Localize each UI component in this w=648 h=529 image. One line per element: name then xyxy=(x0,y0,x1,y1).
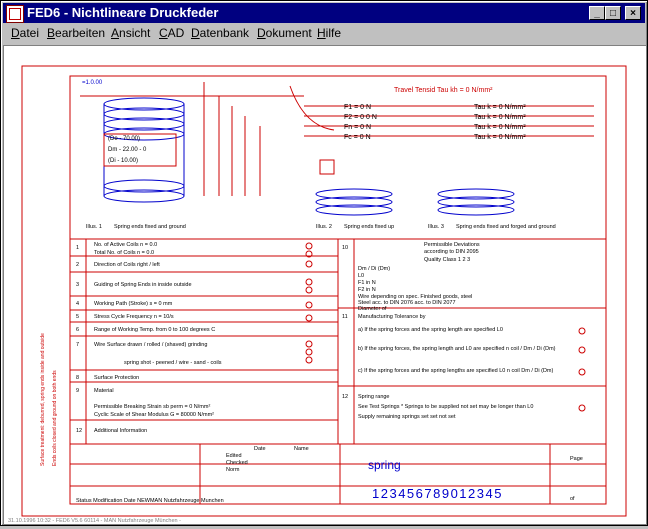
tb-of-label: of xyxy=(570,496,575,502)
sec-9-line-2: Permissible Breaking Strain sb perm = 0 N/mm² xyxy=(94,404,211,410)
illus-1-text: Spring ends fixed and ground xyxy=(114,224,186,230)
sec-9-num: 9 xyxy=(76,388,80,394)
force-c-label: Fc = 0 N xyxy=(344,134,371,141)
tb-name-label: Name xyxy=(294,446,309,452)
sec-7-line-2: spring shot - peened / wire - sand - coils xyxy=(124,360,222,366)
force-2-tau: Tau k = 0 N/mm² xyxy=(474,114,526,121)
menu-cad-label: AD xyxy=(167,26,185,40)
sec-6-num: 6 xyxy=(76,327,80,333)
force-1-tau: Tau k = 0 N/mm² xyxy=(474,104,526,111)
illus-3-label: Illus. 3 xyxy=(428,224,444,230)
menu-bearbeiten-label: earbeiten xyxy=(55,26,106,40)
sec-7-num: 7 xyxy=(76,342,80,348)
menu-datei-label: atei xyxy=(19,26,40,40)
spring-illus-3 xyxy=(438,189,514,215)
illus-1-label: Illus. 1 xyxy=(86,224,102,230)
close-button[interactable]: × xyxy=(625,6,641,20)
title-bar[interactable] xyxy=(3,3,645,23)
sec-2-line-1: Direction of Coils right / left xyxy=(94,262,160,268)
sec-10-line-2: according to DIN 2095 xyxy=(424,249,479,255)
tb-row-edited: Edited xyxy=(226,453,242,459)
menu-cad[interactable] xyxy=(159,26,184,40)
sec-11-line-1: Manufacturing Tolerance by xyxy=(358,314,426,320)
sec-8-num: 8 xyxy=(76,375,80,381)
menu-datenbank-label: atenbank xyxy=(199,26,250,40)
sec-9-line-3: Cyclic Scale of Shear Modulus G = 80000 N/mm² xyxy=(94,412,214,418)
drawing-canvas[interactable] xyxy=(3,45,646,524)
sec-12r-line-1: Spring range xyxy=(358,394,390,400)
dm-label: Dm - 22.00 - 0 xyxy=(108,147,147,153)
force-c-tau: Tau k = 0 N/mm² xyxy=(474,134,526,141)
force-2-label: F2 = 0 0 N xyxy=(344,114,377,121)
tb-page-label: Page xyxy=(570,456,583,462)
tb-row-norm: Norm xyxy=(226,467,240,473)
illus-2-label: Illus. 2 xyxy=(316,224,332,230)
sec-12r-num: 12 xyxy=(342,394,349,400)
sec-10-line-8: Wire depending on spec. Finished goods, steel xyxy=(358,294,473,300)
sec-7-line-1: Wire Surface drawn / rolled / (shaved) grinding xyxy=(94,342,208,348)
illus-2-text: Spring ends fixed up xyxy=(344,224,395,230)
menu-datenbank-mnemonic: D xyxy=(191,26,200,40)
window-title: FED6 - Nichtlineare Druckfeder xyxy=(27,5,219,20)
menu-bearbeiten-mnemonic: B xyxy=(47,26,56,40)
sec-4-line-1: Working Path (Stroke) s = 0 mm xyxy=(94,301,173,307)
sec-10-line-4: Dm / Di (Dm) xyxy=(358,266,391,272)
tb-part-number: 123456789012345 xyxy=(372,486,503,501)
sec-10-line-5: L0 xyxy=(358,273,365,279)
sec-10-line-3: Quality Class 1 2 3 xyxy=(424,257,471,263)
sec-10-line-1: Permissible Deviations xyxy=(424,242,480,248)
sec-2-num: 2 xyxy=(76,262,80,268)
menu-hilfe-mnemonic: H xyxy=(317,26,326,40)
menu-dokument-mnemonic: D xyxy=(257,26,266,40)
tb-footer: Status Modification Date NEWMAN Nutzfahrzeuge Munchen xyxy=(76,498,224,504)
force-1-label: F1 = 0 N xyxy=(344,104,372,111)
sec-1-line-2: Total No. of Coils n = 0.0 xyxy=(94,250,155,256)
sec-5-num: 5 xyxy=(76,314,80,320)
technical-drawing xyxy=(4,46,646,524)
sec-9-line-1: Material xyxy=(94,388,114,394)
tb-date-label: Date xyxy=(254,446,266,452)
sec-12-line-1: Additional Information xyxy=(94,428,148,434)
force-n-tau: Tau k = 0 N/mm² xyxy=(474,124,526,131)
menu-bar xyxy=(3,24,645,43)
sec-10-line-9: Steel acc. to DIN 2076 acc. to DIN 2077 xyxy=(358,300,456,306)
menu-datei[interactable] xyxy=(11,26,39,40)
sec-10-line-6: F1 in N xyxy=(358,280,376,286)
sec-8-line-1: Surface Protection xyxy=(94,375,140,381)
side-text-2: Ends coils closed and ground on both ends xyxy=(52,370,58,466)
maximize-button[interactable]: □ xyxy=(605,6,621,20)
menu-ansicht[interactable] xyxy=(111,26,150,40)
small-box xyxy=(320,160,334,174)
sec-11-line-4: c) If the spring forces and the spring lengths are specified L0 n coil Dm / Di (Dm) xyxy=(358,368,554,374)
di-label: (Di - 10.00) xyxy=(108,158,139,164)
sec-3-line-1: Guiding of Spring Ends in inside outside xyxy=(94,282,192,288)
app-icon[interactable] xyxy=(6,5,24,23)
timestamp: 31.10.1996 10:32 - FED6 V5.6 60114 - MAN Nutzfahrzeuge München - xyxy=(8,518,181,524)
minimize-button[interactable]: _ xyxy=(589,6,605,20)
sec-12r-line-3: Supply remaining springs set set not set xyxy=(358,414,456,420)
menu-datenbank[interactable] xyxy=(191,26,249,40)
sec-12-num: 12 xyxy=(76,428,83,434)
sec-10-num: 10 xyxy=(342,245,349,251)
sec-4-num: 4 xyxy=(76,301,80,307)
menu-dokument[interactable] xyxy=(257,26,312,40)
sec-11-num: 11 xyxy=(342,314,348,320)
menu-hilfe-label: ilfe xyxy=(325,26,342,40)
illus-3-text: Spring ends fixed and forged and ground xyxy=(456,224,556,230)
tb-row-checked: Checked xyxy=(226,460,248,466)
menu-datei-mnemonic: D xyxy=(11,26,20,40)
sec-3-num: 3 xyxy=(76,282,80,288)
sec-6-line-1: Range of Working Temp. from 0 to 100 degrees C xyxy=(94,327,216,333)
dim-top: =1.0.00 xyxy=(82,80,103,86)
de-label: (De - 70.00) xyxy=(108,136,141,142)
force-n-label: Fn = 0 N xyxy=(344,124,372,131)
sec-11-line-2: a) If the spring forces and the spring length are specified L0 xyxy=(358,327,503,333)
menu-cad-mnemonic: C xyxy=(159,26,168,40)
menu-dokument-label: okument xyxy=(265,26,312,40)
sec-12r-line-2: See Test Springs * Springs to be supplied not set may be longer than L0 xyxy=(358,404,534,410)
sec-1-num: 1 xyxy=(76,245,80,251)
tb-part-name: spring xyxy=(368,458,401,472)
sec-10-line-10: Diameter of xyxy=(358,306,387,312)
side-text-1: Surface treatment: deburred, spring ends inside and outside xyxy=(40,333,46,466)
sec-11-line-3: b) If the spring forces, the spring length and L0 are specified n coil / Dm / Di (Dm) xyxy=(358,346,556,352)
menu-ansicht-label: nsicht xyxy=(119,26,151,40)
sec-10-line-7: F2 in N xyxy=(358,287,376,293)
menu-ansicht-mnemonic: A xyxy=(111,26,120,40)
sec-1-line-1: No. of Active Coils n = 0.0 xyxy=(94,242,158,248)
spring-illus-2 xyxy=(316,189,392,215)
travel-header: Travel Tensid Tau kh = 0 N/mm² xyxy=(394,87,493,94)
sec-5-line-1: Stress Cycle Frequency n = 10/s xyxy=(94,314,174,320)
menu-bearbeiten[interactable] xyxy=(47,26,105,40)
menu-hilfe[interactable] xyxy=(317,26,341,40)
